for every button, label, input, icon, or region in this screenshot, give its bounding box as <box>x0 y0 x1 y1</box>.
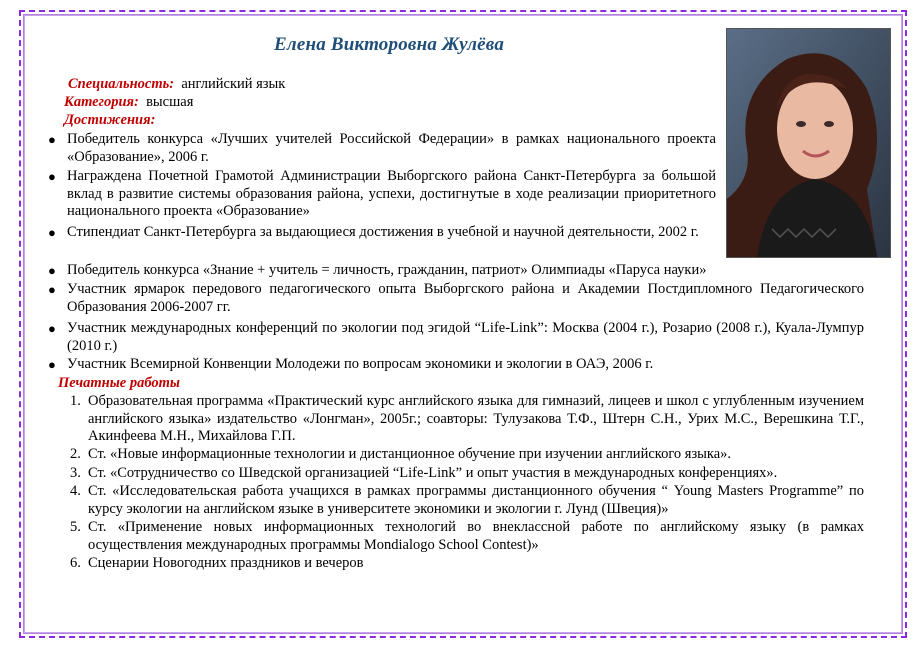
category-value: высшая <box>146 94 194 110</box>
bullet-icon: ● <box>48 225 56 240</box>
specialty-line <box>68 76 285 93</box>
bullet-icon: ● <box>48 282 56 297</box>
category-label: Категория: <box>64 94 139 110</box>
achievements-heading <box>64 112 155 129</box>
teacher-photo <box>726 28 891 258</box>
bullet-icon: ● <box>48 132 56 147</box>
portrait-image <box>727 29 890 257</box>
publications-heading <box>58 375 180 392</box>
specialty-label: Специальность: <box>68 76 175 92</box>
achievements-label: Достижения: <box>64 112 156 128</box>
bullet-icon: ● <box>48 169 56 184</box>
teacher-name: Елена Викторовна Жулёва <box>274 34 505 55</box>
bullet-icon: ● <box>48 321 56 336</box>
specialty-value: английский язык <box>181 76 286 92</box>
category-line <box>64 94 193 111</box>
publications-label: Печатные работы <box>58 375 180 391</box>
bullet-icon: ● <box>48 357 56 372</box>
bullet-icon: ● <box>48 263 56 278</box>
